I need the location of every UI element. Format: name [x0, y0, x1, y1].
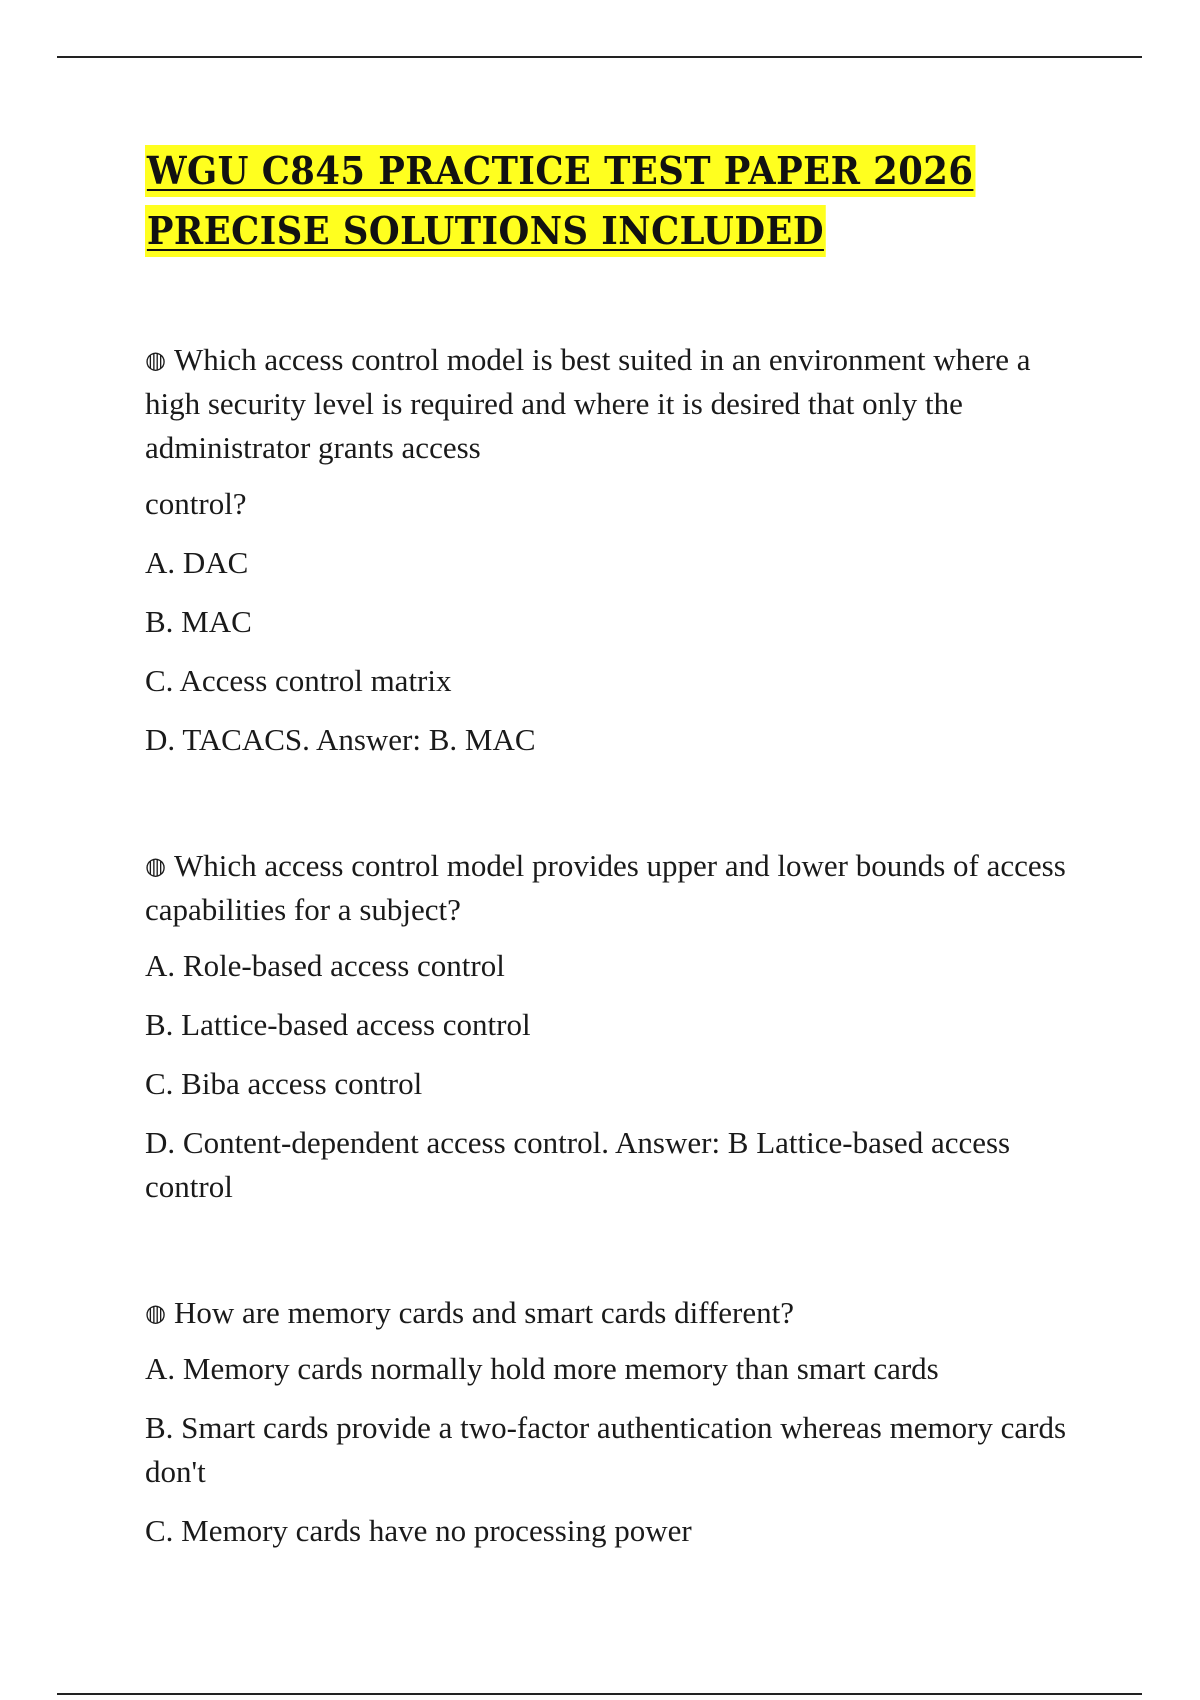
option-b: B. Smart cards provide a two-factor authentication whereas memory cards don't [145, 1410, 1067, 1489]
option-a: A. DAC [145, 545, 249, 580]
document-title [145, 145, 1105, 265]
bottom-rule [57, 1693, 1142, 1695]
circle-bullet-icon: ◍ [145, 852, 166, 880]
question-text: ◍ How are memory cards and smart cards different? [145, 1291, 1075, 1335]
question-block-2 [145, 844, 1075, 1209]
option-c: C. Access control matrix [145, 663, 452, 698]
title-line-1: WGU C845 PRACTICE TEST PAPER 2026 [145, 145, 975, 197]
option-c: C. Biba access control [145, 1066, 423, 1101]
question-text: ◍ Which access control model provides upper and lower bounds of access capabilities for a subject? [145, 844, 1075, 932]
option-d-answer: D. TACACS. Answer: B. MAC [145, 722, 536, 757]
option-b: B. MAC [145, 604, 252, 639]
option-a: A. Role-based access control [145, 948, 505, 983]
option-a: A. Memory cards normally hold more memory than smart cards [145, 1351, 939, 1386]
circle-bullet-icon: ◍ [145, 346, 166, 374]
question-text: ◍ Which access control model is best suited in an environment where a high security level is required and where it is desired that only the administrator grants access [145, 338, 1075, 470]
question-list [145, 338, 1075, 1568]
title-line-2: PRECISE SOLUTIONS INCLUDED [145, 205, 826, 257]
top-rule [57, 56, 1142, 58]
question-block-3 [145, 1291, 1075, 1553]
option-b: B. Lattice-based access control [145, 1007, 531, 1042]
circle-bullet-icon: ◍ [145, 1299, 166, 1327]
question-continuation: control? [145, 486, 247, 521]
option-d-answer: D. Content-dependent access control. Answer: B Lattice-based access control [145, 1125, 1011, 1204]
question-block-1 [145, 338, 1075, 762]
option-c: C. Memory cards have no processing power [145, 1513, 692, 1548]
